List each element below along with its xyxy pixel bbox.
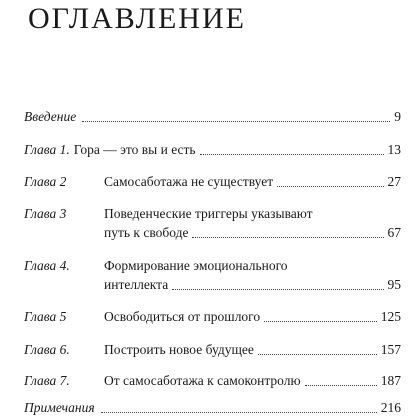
page-title: ОГЛАВЛЕНИЕ [28,2,246,35]
toc-entry-title: Гора — это вы и есть [73,142,196,157]
dot-leader [305,385,377,386]
toc-entry-title: От самосаботажа к самоконтролю [104,373,301,388]
toc-entry-label: Глава 3 [24,206,67,221]
toc-entry-chapter-3 [24,205,401,223]
dot-leader [192,237,383,238]
toc-page-number: 67 [387,225,401,240]
dot-leader [101,412,377,413]
toc-page-number: 95 [387,277,401,292]
toc-entry-title-continued: интеллекта [104,277,169,292]
toc-entry-chapter-5 [24,308,401,326]
toc-entry-chapter-4-continued [24,276,401,294]
dot-leader [264,321,377,322]
toc-entry-title: Самосаботажа не существует [104,174,274,189]
toc-entry-title: Построить новое будущее [104,342,254,357]
toc-entry-label: Глава 5 [24,309,67,324]
toc-entry-title: Поведенческие триггеры указывают [104,206,313,221]
dot-leader [82,121,390,122]
dot-leader [200,154,384,155]
toc-entry-chapter-3-continued [24,224,401,242]
toc-page-number: 216 [380,400,401,415]
toc-entry-label: Глава 2 [24,174,67,189]
dot-leader [277,186,383,187]
toc-page-number: 125 [380,309,401,324]
toc-entry-title-continued: путь к свободе [104,225,189,240]
toc-entry-label: Глава 7. [24,373,70,388]
toc-page-number: 187 [380,373,401,388]
toc-entry-chapter-1 [24,141,401,159]
toc-entry-title: Формирование эмоционального [104,258,288,273]
toc-entry-chapter-4 [24,257,401,275]
dot-leader [258,354,377,355]
toc-entry-label: Примечания [24,400,95,415]
toc-entry-label: Глава 1. [24,142,70,157]
toc-entry-label: Введение [24,109,77,124]
dot-leader [172,289,383,290]
toc-entry-intro [24,108,401,126]
toc-entry-chapter-7 [24,372,401,390]
toc-entry-label: Глава 6. [24,342,70,357]
toc-page-number: 27 [387,174,401,189]
toc-entry-notes [24,399,401,417]
toc-page-number: 13 [387,142,401,157]
toc-page-number: 157 [380,342,401,357]
toc-entry-title: Освободиться от прошлого [104,309,261,324]
toc-entry-label: Глава 4. [24,258,70,273]
toc-entry-chapter-6 [24,341,401,359]
toc-page-number: 9 [394,109,401,124]
toc-entry-chapter-2 [24,173,401,191]
